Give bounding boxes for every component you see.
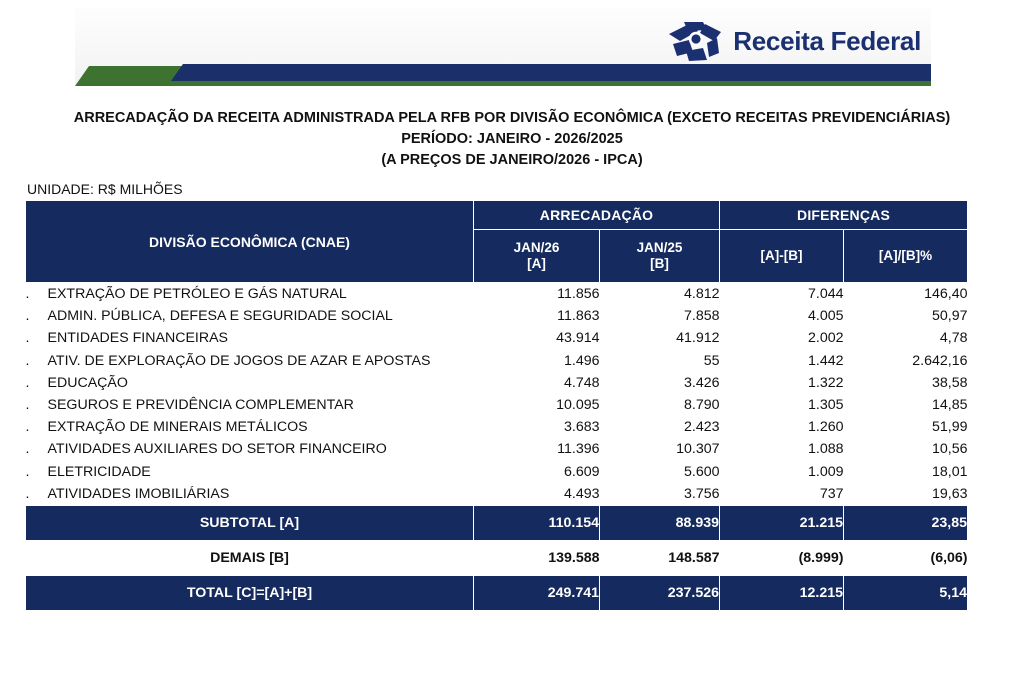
- cell-pct: 19,63: [844, 483, 968, 506]
- row-label-text: EDUCAÇÃO: [47, 374, 128, 391]
- row-label: [26, 394, 474, 416]
- cell-diff: 4.005: [720, 305, 844, 327]
- row-bullet: .: [25, 330, 30, 347]
- cell-pct: 50,97: [844, 305, 968, 327]
- row-label-text: ATIV. DE EXPLORAÇÃO DE JOGOS DE AZAR E APOSTAS: [47, 352, 431, 369]
- subtotal-row: [26, 505, 968, 540]
- report-title-period: PERÍODO: JANEIRO - 2026/2025: [401, 131, 623, 147]
- cell-diff: 1.260: [720, 416, 844, 438]
- subtotal-label: SUBTOTAL [A]: [26, 505, 474, 540]
- total-pct: 5,14: [844, 575, 968, 610]
- cell-jan25: 55: [600, 350, 720, 372]
- row-bullet: .: [25, 286, 30, 303]
- cell-diff: 1.009: [720, 461, 844, 483]
- cell-jan25: 4.812: [600, 283, 720, 306]
- table-head-group-row: [26, 201, 968, 230]
- cell-diff: 1.305: [720, 394, 844, 416]
- cell-pct: 4,78: [844, 327, 968, 349]
- cell-jan26: 6.609: [474, 461, 600, 483]
- cell-pct: 2.642,16: [844, 350, 968, 372]
- cell-pct: 18,01: [844, 461, 968, 483]
- subtotal-pct: 23,85: [844, 505, 968, 540]
- row-label-text: EXTRAÇÃO DE MINERAIS METÁLICOS: [47, 419, 308, 436]
- cell-jan26: 43.914: [474, 327, 600, 349]
- row-label-text: ATIVIDADES AUXILIARES DO SETOR FINANCEIRO: [47, 441, 387, 458]
- row-bullet: .: [25, 374, 30, 391]
- demais-row: [26, 540, 968, 575]
- cell-jan26: 11.856: [474, 283, 600, 306]
- cell-jan25: 10.307: [600, 438, 720, 460]
- col-header-group-arrecadacao: ARRECADAÇÃO: [474, 201, 720, 230]
- subtotal-jan25: 88.939: [600, 505, 720, 540]
- row-label: [26, 461, 474, 483]
- col-header-diff-pct: [A]/[B]%: [844, 230, 968, 283]
- row-label: [26, 438, 474, 460]
- col-header-jan26-top: JAN/26: [513, 240, 560, 255]
- brand-rule: [75, 60, 931, 86]
- total-row: [26, 575, 968, 610]
- cell-pct: 38,58: [844, 372, 968, 394]
- subtotal-diff: 21.215: [720, 505, 844, 540]
- brand-wordmark: Receita Federal: [733, 25, 921, 56]
- cell-diff: 1.442: [720, 350, 844, 372]
- row-label: [26, 283, 474, 306]
- row-bullet: .: [25, 419, 30, 436]
- table-row: [26, 327, 968, 349]
- table-row: [26, 483, 968, 506]
- table-row: [26, 305, 968, 327]
- cell-diff: 7.044: [720, 283, 844, 306]
- demais-label: DEMAIS [B]: [26, 540, 474, 575]
- row-label: [26, 327, 474, 349]
- cell-pct: 14,85: [844, 394, 968, 416]
- cell-jan26: 4.748: [474, 372, 600, 394]
- demais-diff: (8.999): [720, 540, 844, 575]
- table-row: [26, 416, 968, 438]
- col-header-group-diferencas: DIFERENÇAS: [720, 201, 968, 230]
- cell-jan25: 7.858: [600, 305, 720, 327]
- table-head: [26, 201, 968, 283]
- demais-jan26: 139.588: [474, 540, 600, 575]
- col-header-jan25: [600, 230, 720, 283]
- demais-jan25: 148.587: [600, 540, 720, 575]
- cell-jan25: 3.426: [600, 372, 720, 394]
- unit-label: UNIDADE: R$ MILHÕES: [27, 181, 183, 197]
- brand-header-band: [75, 8, 931, 86]
- table-row: [26, 283, 968, 306]
- table-row: [26, 438, 968, 460]
- row-label-text: SEGUROS E PREVIDÊNCIA COMPLEMENTAR: [47, 397, 354, 414]
- revenue-table: [25, 200, 968, 611]
- table-body: [26, 283, 968, 611]
- cell-jan25: 3.756: [600, 483, 720, 506]
- report-title-main: ARRECADAÇÃO DA RECEITA ADMINISTRADA PELA RFB POR DIVISÃO ECONÔMICA (EXCETO RECEITAS PREVIDENCIÁRIAS): [73, 110, 951, 126]
- receita-federal-pinwheel-icon: [667, 20, 725, 62]
- cell-jan25: 5.600: [600, 461, 720, 483]
- row-label: [26, 416, 474, 438]
- cell-jan26: 11.863: [474, 305, 600, 327]
- total-diff: 12.215: [720, 575, 844, 610]
- table-row: [26, 461, 968, 483]
- row-bullet: .: [25, 308, 30, 325]
- table-row: [26, 350, 968, 372]
- row-bullet: .: [25, 441, 30, 458]
- demais-pct: (6,06): [844, 540, 968, 575]
- row-label-text: ADMIN. PÚBLICA, DEFESA E SEGURIDADE SOCIAL: [47, 308, 393, 325]
- cell-pct: 146,40: [844, 283, 968, 306]
- cell-jan25: 41.912: [600, 327, 720, 349]
- cell-diff: 2.002: [720, 327, 844, 349]
- report-titles: [0, 108, 1024, 171]
- col-header-jan25-top: JAN/25: [636, 240, 683, 255]
- row-bullet: .: [25, 397, 30, 414]
- row-label: [26, 372, 474, 394]
- row-bullet: .: [25, 463, 30, 480]
- subtotal-jan26: 110.154: [474, 505, 600, 540]
- total-jan25: 237.526: [600, 575, 720, 610]
- cell-jan26: 11.396: [474, 438, 600, 460]
- cell-pct: 51,99: [844, 416, 968, 438]
- revenue-table-wrapper: [25, 200, 967, 611]
- cell-jan26: 10.095: [474, 394, 600, 416]
- cell-jan25: 2.423: [600, 416, 720, 438]
- report-title-priceref: (A PREÇOS DE JANEIRO/2026 - IPCA): [381, 152, 643, 168]
- total-label: TOTAL [C]=[A]+[B]: [26, 575, 474, 610]
- row-bullet: .: [25, 352, 30, 369]
- row-bullet: .: [25, 485, 30, 502]
- row-label-text: ELETRICIDADE: [47, 463, 151, 480]
- cell-jan26: 1.496: [474, 350, 600, 372]
- col-header-jan26: [474, 230, 600, 283]
- row-label-text: EXTRAÇÃO DE PETRÓLEO E GÁS NATURAL: [47, 286, 347, 303]
- cell-diff: 737: [720, 483, 844, 506]
- cell-jan26: 4.493: [474, 483, 600, 506]
- row-label: [26, 350, 474, 372]
- total-jan26: 249.741: [474, 575, 600, 610]
- table-row: [26, 394, 968, 416]
- cell-jan25: 8.790: [600, 394, 720, 416]
- cell-diff: 1.088: [720, 438, 844, 460]
- cell-jan26: 3.683: [474, 416, 600, 438]
- col-header-jan25-bottom: [B]: [650, 256, 669, 271]
- brand-rule-navy-bar: [171, 64, 931, 81]
- row-label: [26, 305, 474, 327]
- col-header-diff-abs: [A]-[B]: [720, 230, 844, 283]
- row-label: [26, 483, 474, 506]
- col-header-division: DIVISÃO ECONÔMICA (CNAE): [26, 201, 474, 283]
- receita-federal-logo: [667, 20, 921, 62]
- cell-pct: 10,56: [844, 438, 968, 460]
- table-row: [26, 372, 968, 394]
- row-label-text: ENTIDADES FINANCEIRAS: [47, 330, 229, 347]
- col-header-jan26-bottom: [A]: [527, 256, 546, 271]
- row-label-text: ATIVIDADES IMOBILIÁRIAS: [47, 485, 230, 502]
- cell-diff: 1.322: [720, 372, 844, 394]
